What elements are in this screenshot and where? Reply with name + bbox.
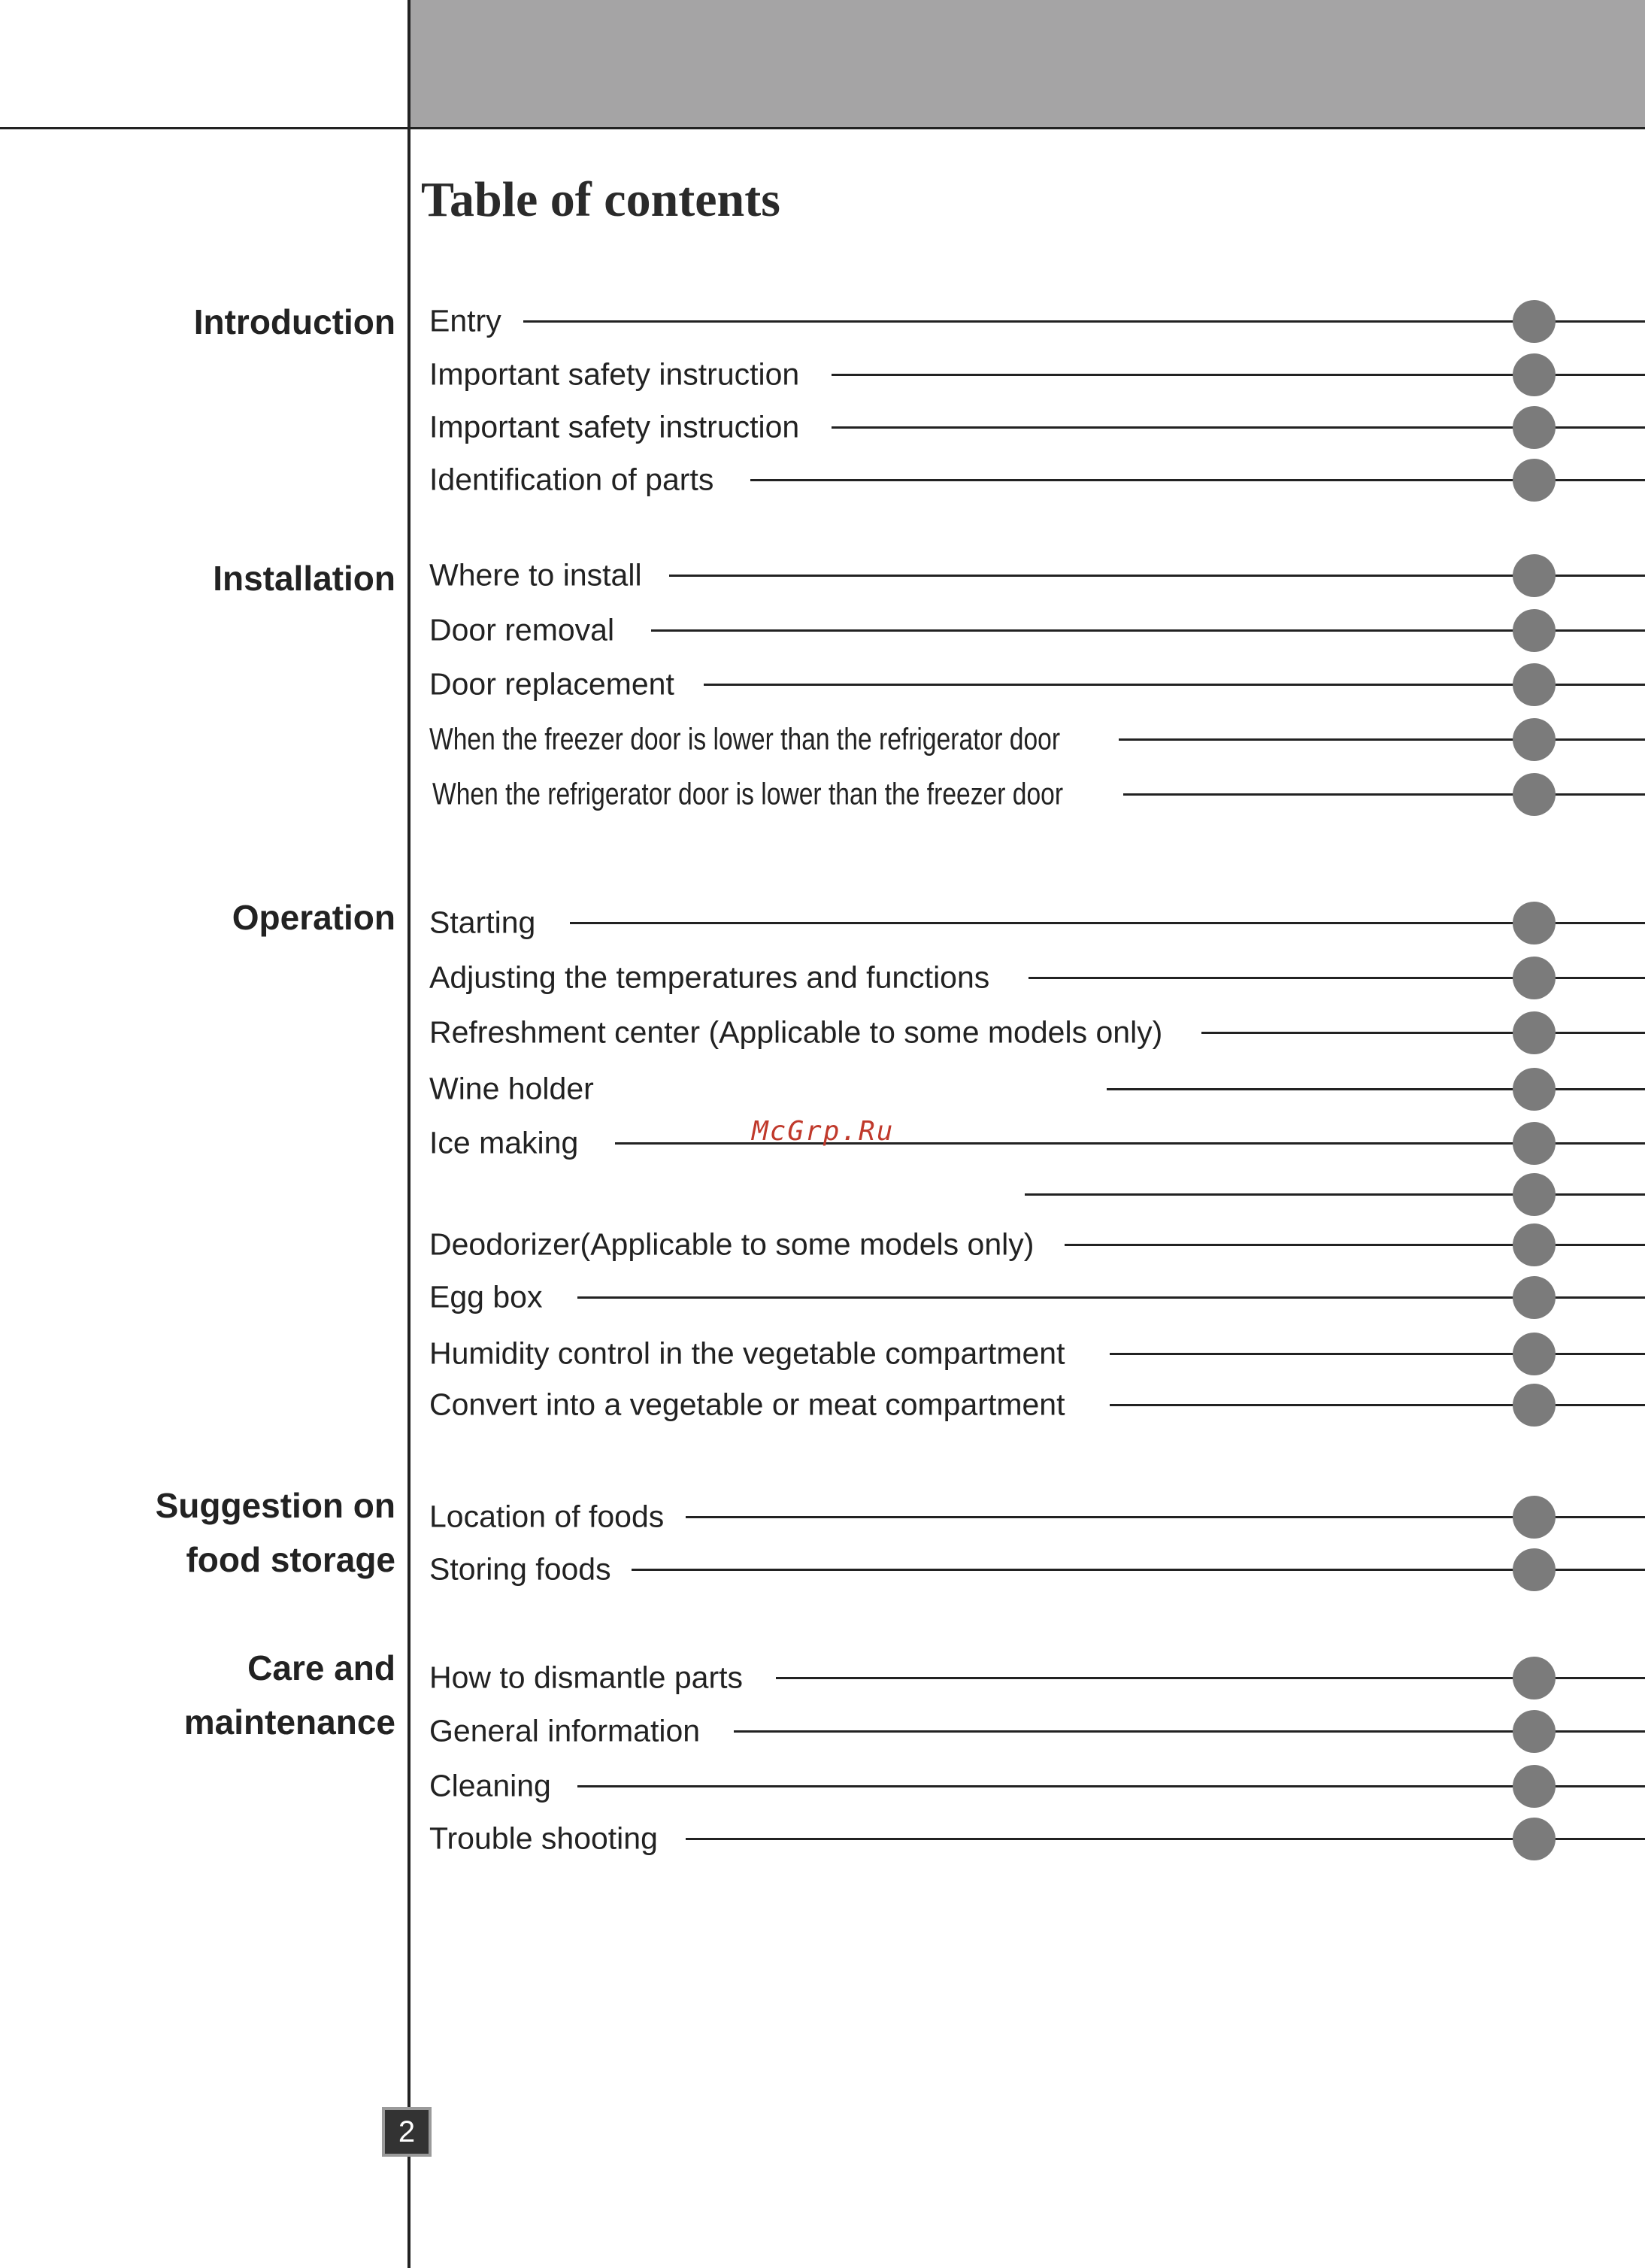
page-marker-dot bbox=[1513, 459, 1556, 502]
page-marker-dot bbox=[1513, 1765, 1556, 1808]
toc-entry[interactable] bbox=[0, 1327, 1645, 1380]
toc-entry[interactable] bbox=[0, 348, 1645, 401]
toc-entry[interactable] bbox=[0, 549, 1645, 602]
section-introduction: Introduction bbox=[193, 302, 395, 341]
toc-entry-label: Location of foods bbox=[429, 1499, 665, 1534]
leader-line bbox=[570, 922, 1645, 924]
toc-entry[interactable] bbox=[0, 1168, 1645, 1220]
toc-entry[interactable] bbox=[0, 1760, 1645, 1812]
toc-entry-label: Egg box bbox=[429, 1279, 543, 1314]
toc-entry-label: Door replacement bbox=[429, 666, 674, 702]
leader-line bbox=[734, 1730, 1645, 1733]
toc-entry[interactable] bbox=[0, 1063, 1645, 1115]
leader-line bbox=[577, 1296, 1645, 1299]
toc-entry-label: Convert into a vegetable or meat compartment bbox=[429, 1387, 1065, 1422]
watermark: McGrp.Ru bbox=[752, 1116, 895, 1147]
toc-entry-label: Identification of parts bbox=[429, 462, 714, 497]
leader-line bbox=[577, 1785, 1645, 1787]
toc-entry-label: Important safety instruction bbox=[429, 356, 800, 392]
section-operation: Operation bbox=[232, 898, 395, 937]
toc-entry-label: Cleaning bbox=[429, 1768, 551, 1803]
leader-line bbox=[750, 479, 1645, 481]
page-marker-dot bbox=[1513, 718, 1556, 761]
page-marker-dot bbox=[1513, 1173, 1556, 1216]
page-marker-dot bbox=[1513, 1710, 1556, 1753]
toc-entry[interactable] bbox=[0, 1378, 1645, 1431]
toc-entry[interactable] bbox=[0, 1271, 1645, 1324]
leader-line bbox=[1119, 738, 1645, 741]
section-title-line: Care and bbox=[247, 1648, 395, 1687]
toc-entry[interactable] bbox=[0, 1705, 1645, 1757]
toc-entry-label: Door removal bbox=[429, 612, 615, 647]
toc-entry[interactable] bbox=[0, 1651, 1645, 1704]
toc-entry-label: Wine holder bbox=[429, 1071, 594, 1106]
leader-line bbox=[1110, 1353, 1645, 1355]
toc-entry-label: General information bbox=[429, 1713, 701, 1748]
toc-entry[interactable] bbox=[0, 713, 1645, 766]
toc-entry-label: When the refrigerator door is lower than the freezer door bbox=[432, 776, 1064, 811]
page-marker-dot bbox=[1513, 1384, 1556, 1427]
leader-line bbox=[704, 684, 1645, 686]
toc-entry-label: Ice making bbox=[429, 1125, 579, 1160]
page-marker-dot bbox=[1513, 1068, 1556, 1111]
leader-line bbox=[686, 1516, 1645, 1518]
toc-entry[interactable] bbox=[0, 1006, 1645, 1059]
toc-entry-label: How to dismantle parts bbox=[429, 1660, 744, 1695]
page-marker-dot bbox=[1513, 406, 1556, 449]
leader-line bbox=[632, 1569, 1645, 1571]
page-marker-dot bbox=[1513, 773, 1556, 816]
page-marker-dot bbox=[1513, 1276, 1556, 1319]
toc-entry-label: Trouble shooting bbox=[429, 1821, 658, 1856]
page-marker-dot bbox=[1513, 1657, 1556, 1699]
leader-line bbox=[686, 1838, 1645, 1840]
header-divider bbox=[0, 127, 1645, 129]
page-marker-dot bbox=[1513, 957, 1556, 999]
toc-entry[interactable] bbox=[0, 951, 1645, 1004]
toc-entry[interactable] bbox=[0, 1812, 1645, 1865]
toc-entry-label: Where to install bbox=[429, 557, 642, 593]
leader-line bbox=[1123, 793, 1645, 796]
page-marker-dot bbox=[1513, 1333, 1556, 1375]
toc-entry[interactable] bbox=[0, 1543, 1645, 1596]
page-marker-dot bbox=[1513, 1011, 1556, 1054]
toc-entry[interactable] bbox=[0, 295, 1645, 347]
toc-entry-label: Important safety instruction bbox=[429, 409, 800, 444]
leader-line bbox=[523, 320, 1645, 323]
page-marker-dot bbox=[1513, 1548, 1556, 1591]
toc-entry-label: Storing foods bbox=[429, 1551, 611, 1587]
section-title-line: food storage bbox=[186, 1540, 395, 1579]
toc-entry-label: When the freezer door is lower than the refrigerator door bbox=[429, 721, 1061, 757]
toc-entry-label: Refreshment center (Applicable to some models only) bbox=[429, 1014, 1163, 1050]
leader-line bbox=[1110, 1404, 1645, 1406]
toc-entry[interactable] bbox=[0, 658, 1645, 711]
page-marker-dot bbox=[1513, 609, 1556, 652]
toc-entry-label: Entry bbox=[429, 303, 501, 338]
section-title-line: maintenance bbox=[183, 1703, 395, 1742]
toc-entry[interactable] bbox=[0, 896, 1645, 949]
page-number: 2 bbox=[382, 2107, 432, 2157]
section-title-line: Suggestion on bbox=[155, 1486, 395, 1525]
section-installation: Installation bbox=[213, 559, 395, 598]
toc-entry[interactable] bbox=[0, 453, 1645, 506]
toc-entry-label: Adjusting the temperatures and functions bbox=[429, 960, 990, 995]
page-marker-dot bbox=[1513, 353, 1556, 396]
page-marker-dot bbox=[1513, 554, 1556, 597]
page-marker-dot bbox=[1513, 1818, 1556, 1860]
leader-line bbox=[1201, 1032, 1645, 1034]
toc-entry[interactable] bbox=[0, 1490, 1645, 1543]
toc-entry[interactable] bbox=[0, 1218, 1645, 1271]
toc-entry[interactable] bbox=[0, 768, 1645, 820]
page-marker-dot bbox=[1513, 1122, 1556, 1165]
toc-entry-label: Humidity control in the vegetable compartment bbox=[429, 1336, 1065, 1371]
toc-entry[interactable] bbox=[0, 401, 1645, 453]
leader-line bbox=[651, 629, 1645, 632]
toc-entry[interactable] bbox=[0, 604, 1645, 656]
toc-entry-label: Deodorizer(Applicable to some models only) bbox=[429, 1226, 1035, 1262]
page-title: Table of contents bbox=[421, 172, 780, 227]
page-marker-dot bbox=[1513, 1223, 1556, 1266]
leader-line bbox=[669, 575, 1645, 577]
toc-entry-label: Starting bbox=[429, 905, 536, 940]
page-marker-dot bbox=[1513, 663, 1556, 706]
leader-line bbox=[1107, 1088, 1645, 1090]
page-marker-dot bbox=[1513, 1496, 1556, 1539]
header-band bbox=[410, 0, 1645, 128]
leader-line bbox=[1065, 1244, 1645, 1246]
page-marker-dot bbox=[1513, 902, 1556, 944]
page-marker-dot bbox=[1513, 300, 1556, 343]
